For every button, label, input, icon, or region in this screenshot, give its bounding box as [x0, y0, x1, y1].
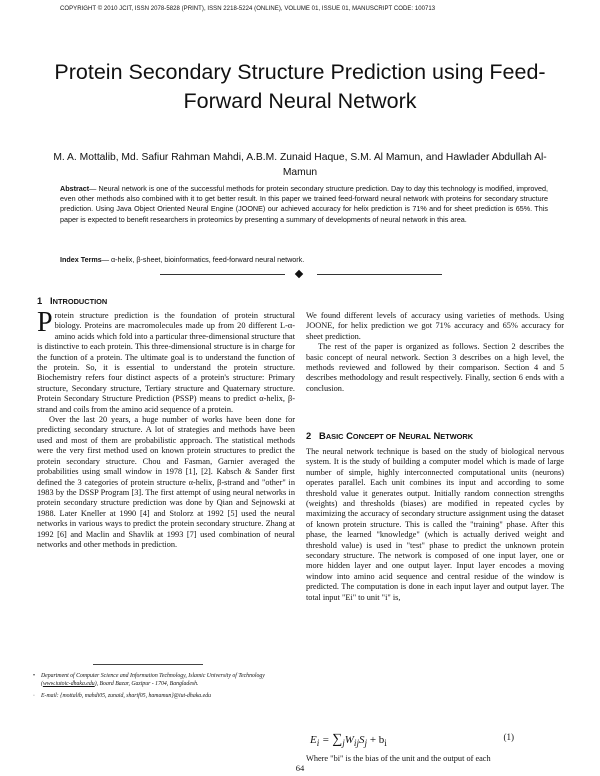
page-number: 64 — [295, 763, 305, 773]
section-divider — [160, 268, 442, 282]
section-1-title-initial: I — [50, 295, 53, 306]
intro-paragraph-3: We found different levels of accuracy using varieties of methods. Using JOONE, for helix prediction we got 71% accuracy and 65% accuracy for sheet prediction. — [306, 311, 564, 341]
eq-sum-symbol: ∑ — [332, 732, 343, 747]
index-terms-label: Index Terms — [60, 255, 102, 264]
divider-line-left — [160, 274, 285, 275]
intro-paragraph-1-text: rotein structure prediction is the foundation of protein structural biology. Proteins are macromolecules made up from 20 different L-α-amino acids which fold into a particular three-dimensional structure that is distinctive to each protein. This three-dimensional structure is in charge for the function of a protein. The ultimate goal is to understand the function of the protein. So, it is essential to understand the protein structure. Biochemistry refers four distinct aspects of a protein's structure: Primary structure, Secondary structure, Tertiary structure and Quaternary structure. Protein Secondary Structure Prediction (PSSP) means to predict α-helix, β-strand and coils from the amino acid sequence of a protein. — [37, 311, 295, 414]
section-2-w1-initial: B — [319, 430, 326, 441]
divider-diamond-icon — [295, 270, 303, 278]
section-2-w2-initial: C — [346, 430, 353, 441]
eq-s: S — [359, 734, 365, 746]
footnote-affiliation: • Department of Computer Science and Information Technology, Islamic University of Technology (www.iutoic-dhaka.edu), Board Bazar, Gazipur - 1704, Bangladesh. — [33, 673, 265, 687]
equation-1 — [306, 732, 564, 752]
footnote-affiliation-pre: Department of Computer Science and Information Technology, Islamic University of Technology ( — [41, 673, 265, 687]
journal-header: COPYRIGHT © 2010 JCIT, ISSN 2078-5828 (PRINT), ISSN 2218-5224 (ONLINE), VOLUME 01, ISSUE 01, MANUSCRIPT CODE: 100713 — [60, 6, 436, 12]
university-link[interactable]: www.iutoic-dhaka.edu — [42, 681, 95, 687]
section-2-w3-rest: EURAL — [405, 432, 431, 441]
section-1-heading — [37, 295, 287, 308]
abstract — [60, 184, 548, 225]
section-2-continuation — [306, 754, 564, 764]
footnote-email: · E-mail: {mottalib, mahdi05, zunaid, sharif05, hamamun}@iut-dhaka.edu — [33, 693, 212, 699]
intro-paragraph-4: The rest of the paper is organized as follows. Section 2 describes the basic concept of neural network. Section 3 describes on a high level, the methods reviewed and followed by their comparison. Section 4 and 5 describes methodology and result respectively. Finally, section 6 ends with a conclusion. — [306, 342, 564, 393]
index-terms — [60, 255, 548, 264]
author-list: M. A. Mottalib, Md. Safiur Rahman Mahdi, A.B.M. Zunaid Haque, S.M. Al Mamun, and Hawlader Abdullah Al-Mamun — [53, 152, 547, 178]
right-column-top — [306, 311, 564, 394]
footnote-affiliation-post: ), Board Bazar, Gazipur - 1704, Bangladesh. — [94, 681, 199, 687]
equation-expression: $E_i = \sum_jW_{ij}S_j + b_i$ — [310, 732, 387, 749]
section-2-w4-rest: ETWORK — [440, 432, 474, 441]
abstract-label: Abstract — [60, 184, 90, 193]
section-2-w4-initial: N — [433, 430, 441, 441]
section-2-w1-rest: ASIC — [325, 432, 344, 441]
equation-number: (1) — [503, 732, 514, 742]
intro-paragraph-2: Over the last 20 years, a huge number of works have been done for predicting secondary structure. A lot of strategies and methods have been used and most of them are probabilistic approach. The statistical methods were the very first method used on known protein structures to predict the protein secondary structure. Chou and Fasman, Garnier averaged the probabilities using small window in 1978 [1], [2]. Kabsch & Sander first defined the 3 categories of protein structure α-helix, β-strand and "other" in 1983 by the DSSP Program [3]. The first attempt of using neural networks in protein secondary structure prediction was done by Qian and Sejnowski at 1988. Later Kneller at 1990 [4] and Stolorz at 1992 [5] used the neural networks in various ways to predict the protein secondary structure. Zhang at 1992 [6] and Maclin and Shavlik at 1993 [7] used combination of neural networks and other methods in prediction. — [37, 415, 295, 549]
eq-sum-sub: j — [342, 738, 345, 749]
drop-cap: P — [37, 307, 53, 338]
eq-w-sub: ij — [353, 738, 360, 749]
section-2-body — [306, 447, 564, 603]
footnotes — [33, 672, 295, 704]
eq-bias: + b — [369, 734, 385, 746]
intro-paragraph-1 — [37, 307, 295, 415]
section-1-number: 1 — [37, 295, 43, 306]
paper-title: Protein Secondary Structure Prediction using Feed-Forward Neural Network — [54, 60, 546, 113]
left-column — [37, 307, 295, 550]
eq-w: W — [344, 734, 354, 746]
footnote-email-text: E-mail: {mottalib, mahdi05, zunaid, sharif05, hamamun}@iut-dhaka.edu — [41, 693, 212, 699]
index-terms-text: — α-helix, β-sheet, bioinformatics, feed-forward neural network. — [101, 255, 305, 264]
eq-lhs: E — [310, 734, 317, 746]
footnote-rule — [93, 664, 203, 665]
section-2-paragraph-2: Where "bi" is the bias of the unit and the output of each — [306, 754, 491, 763]
eq-bias-sub: i — [384, 738, 387, 749]
divider-line-right — [317, 274, 442, 275]
section-1-title-rest: NTRODUCTION — [52, 297, 108, 306]
section-2-w3-initial: N — [398, 430, 406, 441]
eq-lhs-sub: i — [316, 738, 320, 749]
eq-s-sub: j — [364, 738, 368, 749]
section-2-number: 2 — [306, 430, 312, 441]
section-2-heading — [306, 430, 564, 443]
section-2-paragraph-1: The neural network technique is based on the study of biological nervous system. It is the study of building a computer model which is made of large number of simple, highly interconnected computational units (neurons) operates parallel. Each unit combines its input and according to some threshold value it generates output. Initially random connection strengths (weights) and thresholds (biases) are modified in repeated cycles by maximizing the accuracy of secondary structure assignment using the dataset of known protein structure. This is called the "training" phase. After this phase, the learned "knowledge" (which is actually derived weight and threshold value) is used in "test" phase to predict the unknown protein secondary structure. The network is composed of one input layer, one or more hidden layer and one output layer. Input layer encodes a moving window into amino acid sequence and central residue of the window is predicted. The computation is done in each input layer and output layer. The total input "Ei" to unit "i" is, — [306, 447, 564, 602]
abstract-text: — Neural network is one of the successful methods for protein secondary structure prediction. Day to day this technology is modified, improved, even other methods also combined with it to get better result. In this paper we trained feed-forward neural network with proteins for secondary structure prediction. Using Java Object Oriented Neural Engine (JOONE) our achieved accuracy for helix prediction is 71% and for sheet prediction is 65%. This paper is expected to benefit researchers in proteomics by presenting a summary of developments of neural network in this area. — [60, 184, 548, 224]
section-2-w2-rest: ONCEPT OF — [352, 432, 397, 441]
